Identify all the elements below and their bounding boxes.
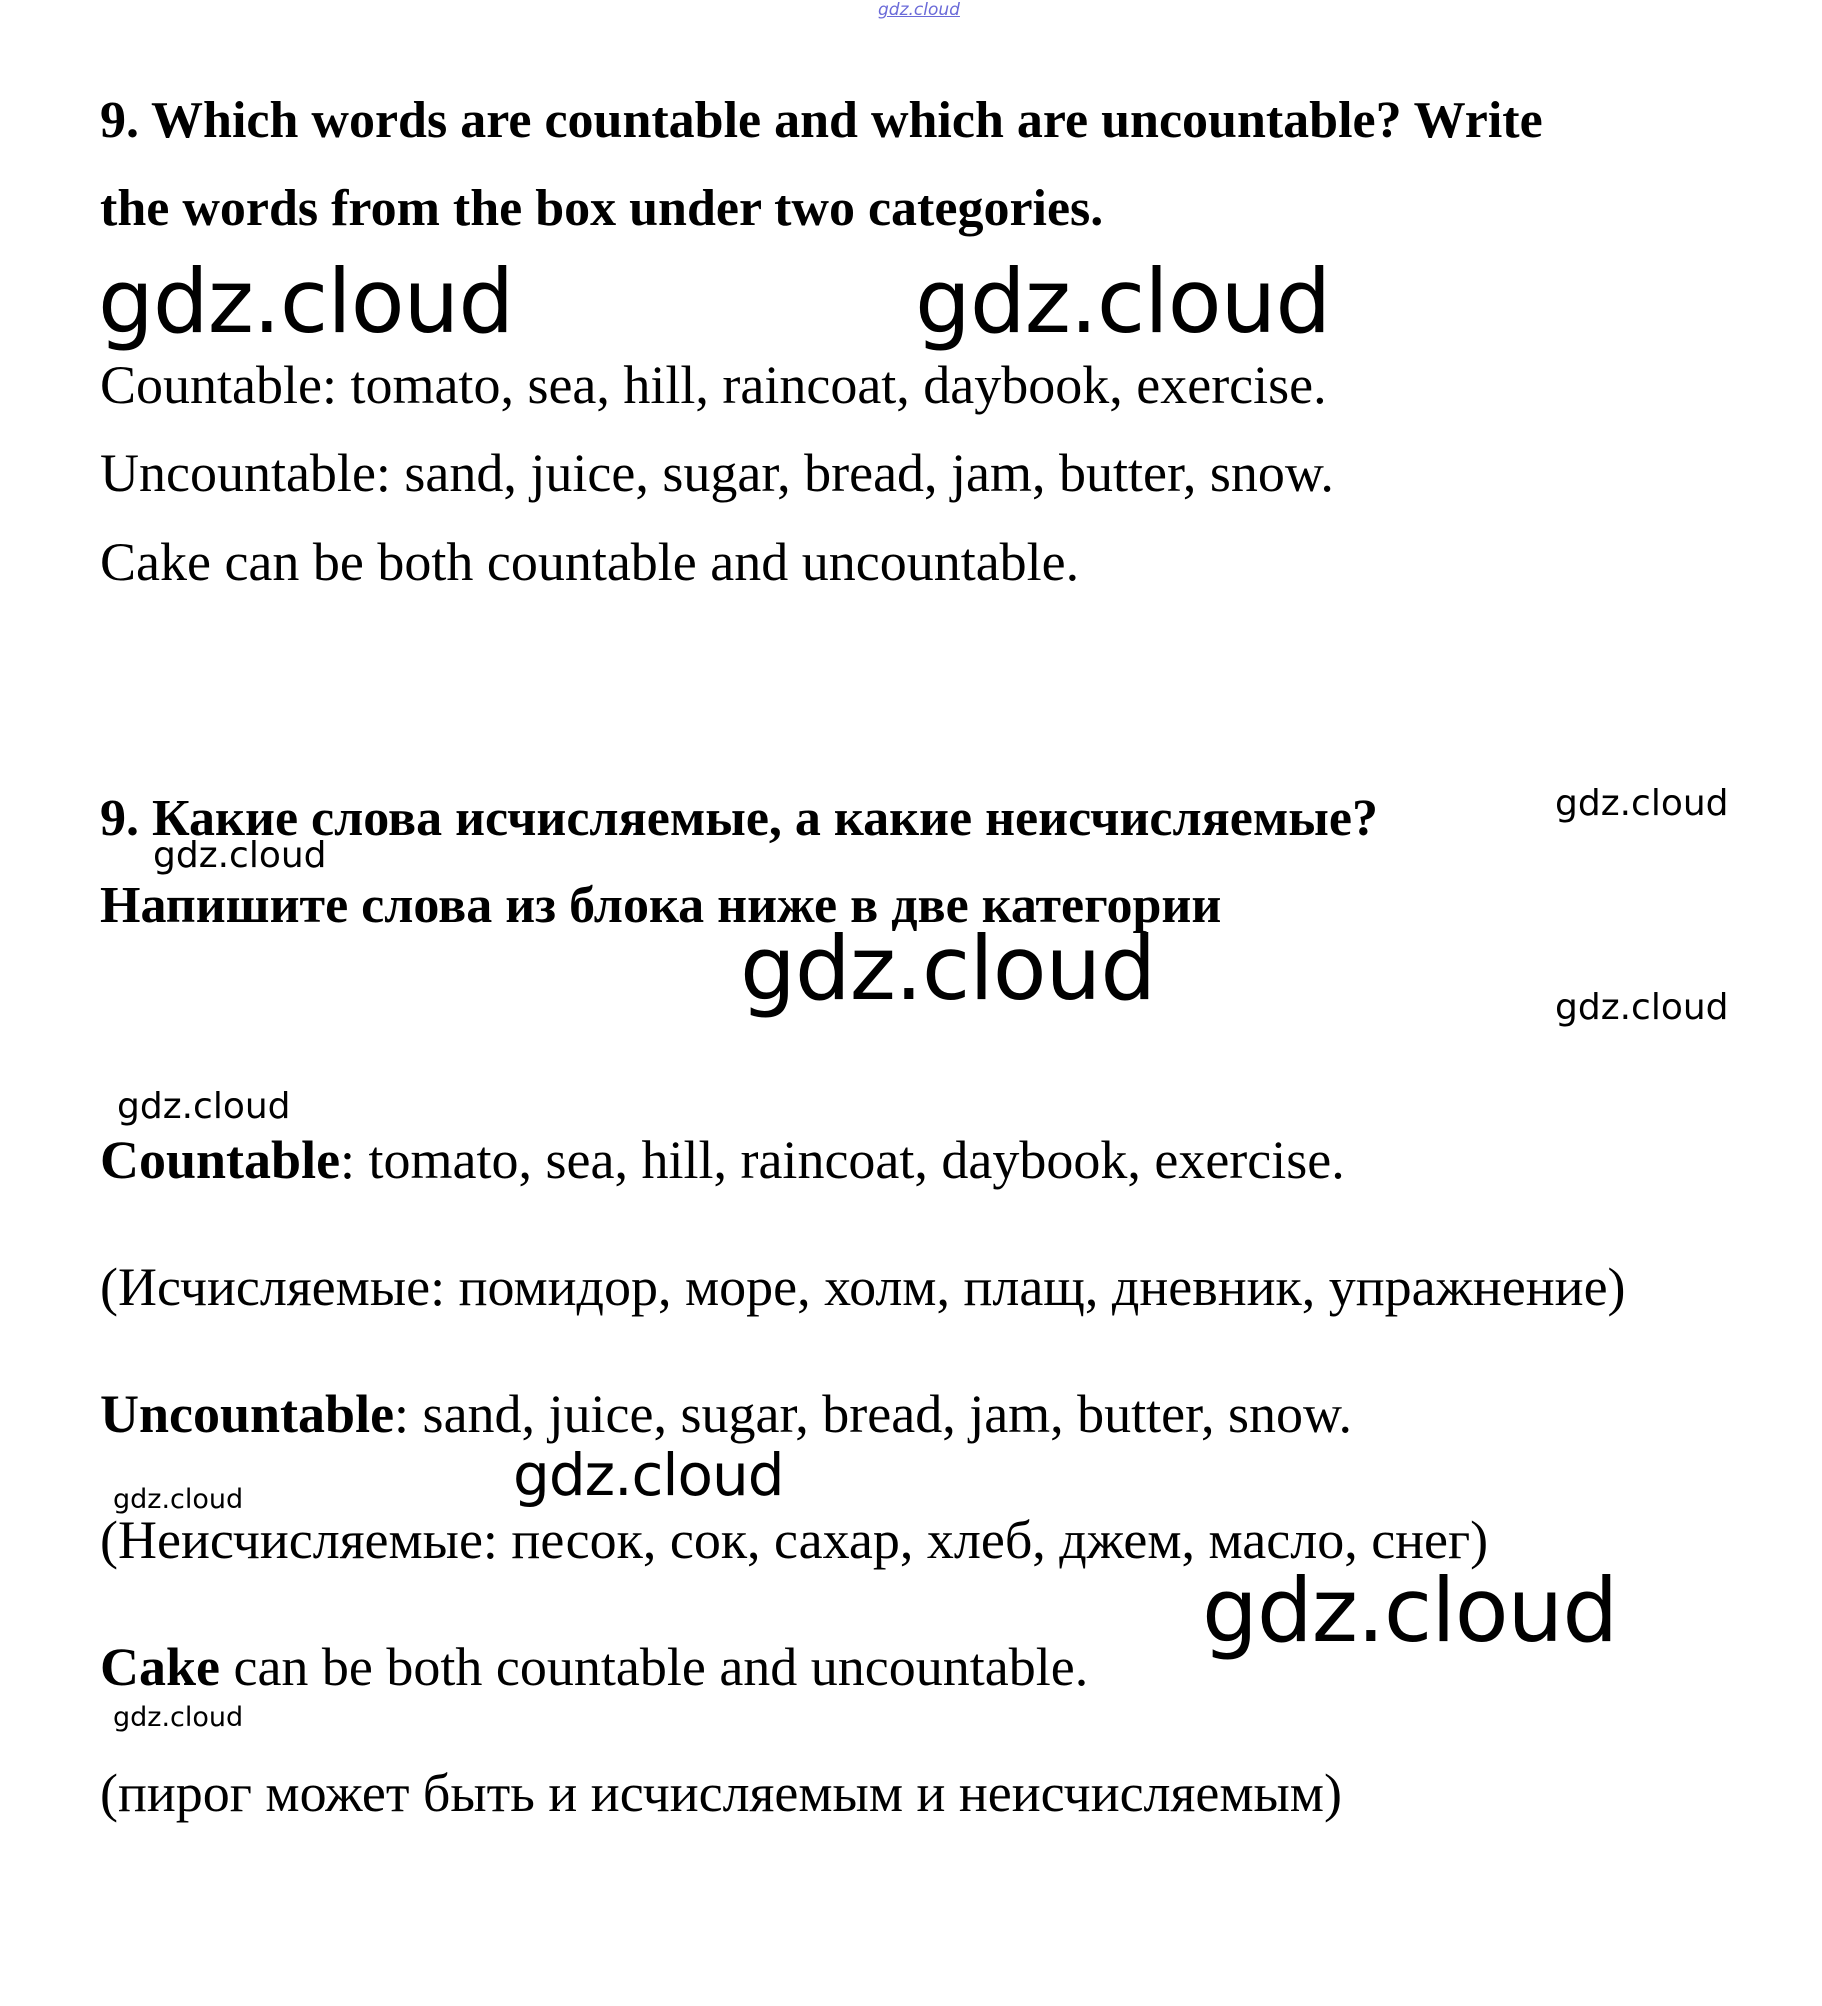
uncountable-list: : sand, juice, sugar, bread, jam, butter, snow. <box>394 1384 1352 1444</box>
watermark: gdz.cloud <box>113 1484 244 1515</box>
watermark: gdz.cloud <box>113 1702 244 1733</box>
watermark: gdz.cloud <box>513 1441 784 1509</box>
watermark: gdz.cloud <box>1555 987 1729 1028</box>
answer-uncountable-ru <box>100 1384 1352 1444</box>
task-heading-line1-ru: 9. Какие слова исчисляемые, а какие неисчисляемые? <box>100 790 1378 847</box>
countable-term: Countable <box>100 1130 341 1190</box>
watermark: gdz.cloud <box>915 250 1331 353</box>
watermark: gdz.cloud <box>153 835 327 876</box>
answer-countable-ru <box>100 1130 1345 1190</box>
uncountable-term: Uncountable <box>100 1384 395 1444</box>
cake-term: Cake <box>100 1637 220 1697</box>
watermark: gdz.cloud <box>1555 783 1729 824</box>
task-heading-line2-ru: Напишите слова из блока ниже в две категории <box>100 877 1222 934</box>
watermark: gdz.cloud <box>98 250 514 353</box>
watermark: gdz.cloud <box>1202 1559 1618 1662</box>
answer-cake-en: Cake can be both countable and uncountable. <box>100 532 1080 592</box>
task-heading-line1-en: 9. Which words are countable and which are uncountable? Write <box>100 92 1543 149</box>
watermark: gdz.cloud <box>117 1086 291 1127</box>
cake-rest: can be both countable and uncountable. <box>220 1637 1089 1697</box>
answer-cake-ru <box>100 1637 1089 1697</box>
answer-countable-en: Countable: tomato, sea, hill, raincoat, daybook, exercise. <box>100 355 1327 415</box>
watermark: gdz.cloud <box>740 917 1156 1020</box>
countable-list: : tomato, sea, hill, raincoat, daybook, exercise. <box>340 1130 1345 1190</box>
countable-translation: (Исчисляемые: помидор, море, холм, плащ, дневник, упражнение) <box>100 1257 1626 1317</box>
cake-translation: (пирог может быть и исчисляемым и неисчисляемым) <box>100 1763 1342 1823</box>
task-heading-line2-en: the words from the box under two categories. <box>100 180 1104 237</box>
watermark-top: gdz.cloud <box>878 0 960 20</box>
answer-uncountable-en: Uncountable: sand, juice, sugar, bread, jam, butter, snow. <box>100 443 1334 503</box>
uncountable-translation: (Неисчисляемые: песок, сок, сахар, хлеб, джем, масло, снег) <box>100 1510 1489 1570</box>
